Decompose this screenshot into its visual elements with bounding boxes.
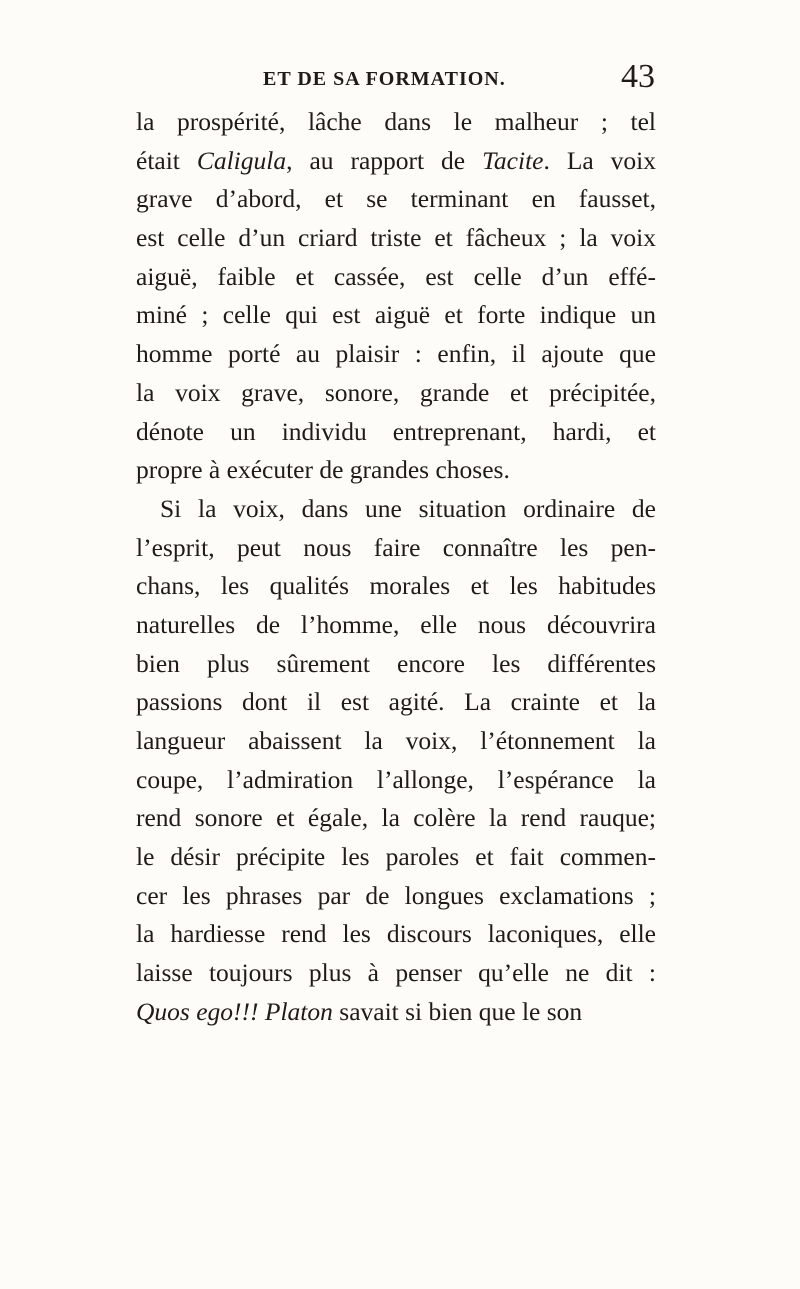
text-line	[136, 180, 656, 219]
text-run: rend sonore et égale, la colère la rend rauque;	[136, 803, 656, 833]
text-line	[136, 219, 656, 258]
text-run: chans, les qualités morales et les habitudes	[136, 571, 656, 601]
text-run: grave d’abord, et se terminant en fausset,	[136, 184, 656, 214]
italic-text: Tacite	[482, 145, 544, 175]
text-line	[136, 103, 656, 142]
page-number: 43	[621, 58, 655, 95]
text-run: homme porté au plaisir : enfin, il ajoute que	[136, 339, 656, 369]
text-line	[136, 296, 656, 335]
text-line	[136, 645, 656, 684]
text-line	[136, 567, 656, 606]
text-line	[136, 258, 656, 297]
text-run: . La voix	[543, 145, 656, 175]
running-head: ET DE SA FORMATION.	[263, 68, 506, 90]
italic-text: Quos ego!!!	[136, 996, 259, 1026]
text-run: propre à exécuter de grandes choses.	[136, 455, 510, 485]
text-run: coupe, l’admiration l’allonge, l’espérance la	[136, 764, 656, 794]
text-run: passions dont il est agité. La crainte et la	[136, 687, 656, 717]
text-line	[136, 451, 656, 490]
text-line	[136, 838, 656, 877]
page-header	[263, 58, 655, 102]
text-run: , au rapport de	[286, 145, 483, 175]
text-line	[136, 490, 656, 529]
text-line	[136, 374, 656, 413]
text-line	[136, 142, 656, 181]
text-line	[136, 722, 656, 761]
italic-text: Caligula	[196, 145, 287, 175]
text-line	[136, 413, 656, 452]
text-line	[136, 606, 656, 645]
body-text	[136, 103, 656, 1032]
text-line	[136, 683, 656, 722]
text-run: dénote un individu entreprenant, hardi, et	[136, 416, 656, 446]
text-run: bien plus sûrement encore les différentes	[136, 648, 656, 678]
text-run: naturelles de l’homme, elle nous découvrira	[136, 609, 656, 639]
text-run: était	[136, 145, 197, 175]
text-run: Si la voix, dans une situation ordinaire de	[160, 493, 656, 523]
text-line	[136, 915, 656, 954]
text-line	[136, 799, 656, 838]
text-run: savait si bien que le son	[332, 996, 583, 1026]
text-line	[136, 529, 656, 568]
text-run: langueur abaissent la voix, l’étonnement la	[136, 726, 656, 755]
text-line	[136, 761, 656, 800]
text-run: l’esprit, peut nous faire connaître les pen-	[136, 532, 656, 562]
text-line	[136, 877, 656, 916]
text-run: est celle d’un criard triste et fâcheux ; la voix	[136, 223, 656, 253]
text-run: la voix grave, sonore, grande et précipitée,	[136, 377, 656, 407]
text-run: aiguë, faible et cassée, est celle d’un effé-	[136, 261, 656, 291]
text-run: la prospérité, lâche dans le malheur ; tel	[136, 107, 656, 136]
text-run: le désir précipite les paroles et fait commen-	[136, 842, 656, 872]
text-line	[136, 993, 656, 1032]
text-line	[136, 335, 656, 374]
text-run: cer les phrases par de longues exclamations ;	[136, 880, 656, 910]
text-run: laisse toujours plus à penser qu’elle ne dit :	[136, 958, 656, 988]
italic-text: Platon	[264, 996, 333, 1026]
text-run: la hardiesse rend les discours laconiques, elle	[136, 919, 656, 949]
text-run: miné ; celle qui est aiguë et forte indique un	[136, 300, 656, 330]
text-line	[136, 954, 656, 993]
